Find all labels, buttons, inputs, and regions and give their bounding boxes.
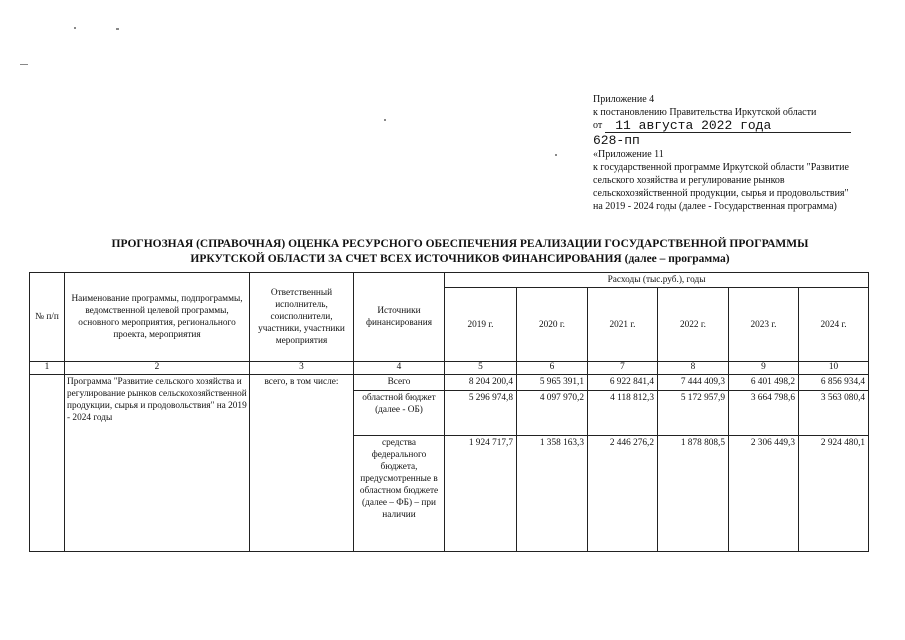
header-year: 2022 г. — [658, 288, 729, 362]
header-year: 2019 г. — [445, 288, 517, 362]
index-cell: 5 — [445, 362, 517, 374]
value-cell: 8 204 200,4 — [445, 374, 517, 390]
title-line-1: ПРОГНОЗНАЯ (СПРАВОЧНАЯ) ОЦЕНКА РЕСУРСНОГО ОБЕСПЕЧЕНИЯ РЕАЛИЗАЦИИ ГОСУДАРСТВЕННОЙ ПРОГРАММЫ — [111, 238, 809, 250]
date-prefix: от — [593, 120, 603, 132]
scan-speck — [74, 27, 76, 29]
index-cell: 6 — [517, 362, 588, 374]
value-cell: 2 306 449,3 — [729, 436, 799, 552]
header-num: № п/п — [30, 273, 65, 362]
program-num — [30, 374, 65, 551]
resolution-number: 628-пп — [593, 132, 640, 148]
scan-speck — [384, 119, 386, 121]
resolution-date-row — [593, 119, 855, 132]
index-cell: 7 — [588, 362, 658, 374]
value-cell: 5 965 391,1 — [517, 374, 588, 390]
value-cell: 4 097 970,2 — [517, 390, 588, 435]
prior-appendix-label: «Приложение 11 — [593, 148, 664, 160]
resolution-label: к постановлению Правительства Иркутской области — [593, 107, 817, 119]
prior-appendix-text: к государственной программе Иркутской области "Развитие сельского хозяйства и регулирование рынков сельскохозяйственной продукции, сырья и продовольствия" на 2019 - 2024 годы (далее - Государственная программа) — [593, 161, 849, 213]
index-cell: 8 — [658, 362, 729, 374]
scan-speck — [555, 154, 557, 156]
value-cell: 4 118 812,3 — [588, 390, 658, 435]
header-row-1 — [30, 273, 869, 288]
value-cell: 1 924 717,7 — [445, 436, 517, 552]
index-row — [30, 362, 869, 374]
index-cell: 9 — [729, 362, 799, 374]
program-name: Программа "Развитие сельского хозяйства и регулирование рынков сельскохозяйственной продукции, сырья и продовольствия" на 2019 - 2024 годы — [65, 374, 250, 551]
value-cell: 3 664 798,6 — [729, 390, 799, 435]
header-name: Наименование программы, подпрограммы, ведомственной целевой программы, основного мероприятия, регионального проекта, мероприятия — [65, 273, 250, 362]
value-cell: 6 856 934,4 — [799, 374, 869, 390]
header-expenses: Расходы (тыс.руб.), годы — [445, 273, 869, 288]
index-cell: 3 — [250, 362, 354, 374]
value-cell: 1 878 808,5 — [658, 436, 729, 552]
header-year: 2023 г. — [729, 288, 799, 362]
scan-speck — [116, 28, 119, 30]
program-executor: всего, в том числе: — [250, 374, 354, 551]
page-title — [20, 237, 900, 267]
approval-block — [593, 93, 855, 214]
value-cell: 2 924 480,1 — [799, 436, 869, 552]
header-source: Источники финансирования — [354, 273, 445, 362]
index-cell: 4 — [354, 362, 445, 374]
resource-table — [29, 272, 869, 552]
value-cell: 6 401 498,2 — [729, 374, 799, 390]
value-cell: 6 922 841,4 — [588, 374, 658, 390]
appendix-label: Приложение 4 — [593, 94, 655, 105]
value-cell: 5 296 974,8 — [445, 390, 517, 435]
header-executor: Ответственный исполнитель, соисполнители, участники, участники мероприятия — [250, 273, 354, 362]
index-cell: 1 — [30, 362, 65, 374]
header-year: 2020 г. — [517, 288, 588, 362]
value-cell: 7 444 409,3 — [658, 374, 729, 390]
resolution-date: 11 августа 2022 года — [605, 120, 851, 133]
source-cell: Всего — [354, 374, 445, 390]
index-cell: 2 — [65, 362, 250, 374]
source-cell: средства федерального бюджета, предусмотренные в областном бюджете (далее – ФБ) – при наличии — [354, 436, 445, 552]
title-line-2: ИРКУТСКОЙ ОБЛАСТИ ЗА СЧЕТ ВСЕХ ИСТОЧНИКОВ ФИНАНСИРОВАНИЯ (далее – программа) — [190, 253, 730, 265]
value-cell: 1 358 163,3 — [517, 436, 588, 552]
value-cell: 2 446 276,2 — [588, 436, 658, 552]
header-year: 2024 г. — [799, 288, 869, 362]
table-row — [30, 374, 869, 390]
value-cell: 3 563 080,4 — [799, 390, 869, 435]
header-year: 2021 г. — [588, 288, 658, 362]
scan-speck — [20, 64, 28, 65]
index-cell: 10 — [799, 362, 869, 374]
source-cell: областной бюджет (далее - ОБ) — [354, 390, 445, 435]
value-cell: 5 172 957,9 — [658, 390, 729, 435]
